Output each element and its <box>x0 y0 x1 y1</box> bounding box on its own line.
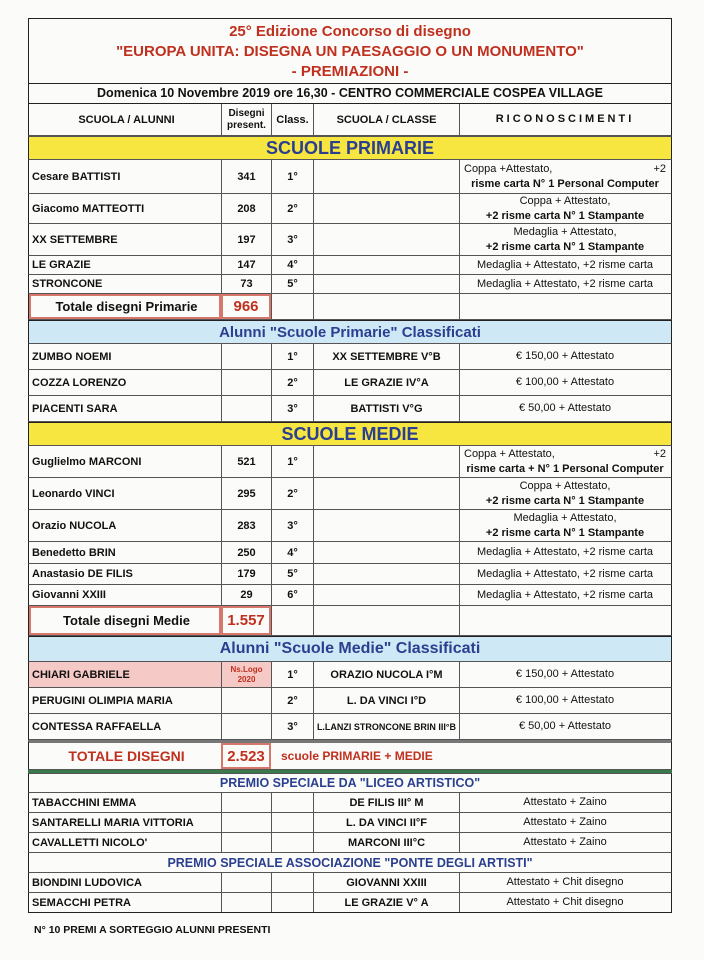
award-line: Coppa + Attestato, <box>519 479 611 492</box>
student-name: COZZA LORENZO <box>32 376 127 389</box>
middle-ranked-title: Alunni "Scuole Medie" Classificati <box>28 636 672 662</box>
place: 3° <box>271 714 313 739</box>
place: 2° <box>271 370 313 395</box>
empty-cell <box>271 833 313 852</box>
logo-note: Ns.Logo 2020 <box>221 662 271 687</box>
empty-cell <box>221 793 271 812</box>
school-name: Giovanni XXIII <box>32 589 106 601</box>
school-class <box>313 564 459 584</box>
school-class: DE FILIS III° M <box>313 793 459 812</box>
award: € 150,00 + Attestato <box>459 662 670 687</box>
school-name: Orazio NUCOLA <box>32 519 117 532</box>
school-class <box>313 275 459 293</box>
drawings-count: 208 <box>221 194 271 223</box>
award-line: +2 risme carta N° 1 Stampante <box>485 209 645 222</box>
middle-section-title: SCUOLE MEDIE <box>28 422 672 446</box>
empty-cell <box>459 606 670 635</box>
place: 1° <box>271 662 313 687</box>
award: Attestato + Zaino <box>459 793 670 812</box>
col-awards: RICONOSCIMENTI <box>459 104 670 135</box>
primary-section-title: SCUOLE PRIMARIE <box>28 136 672 160</box>
school-class: L. DA VINCI I°D <box>313 688 459 713</box>
empty-cell <box>313 294 459 319</box>
place: 4° <box>271 256 313 274</box>
award <box>459 224 670 255</box>
award: Attestato + Zaino <box>459 833 670 852</box>
empty-cell <box>221 873 271 892</box>
award: € 100,00 + Attestato <box>459 370 670 395</box>
place: 6° <box>271 585 313 605</box>
empty-cell <box>221 344 271 369</box>
table-row <box>28 893 672 913</box>
table-row <box>28 224 672 256</box>
drawings-count: 295 <box>221 478 271 509</box>
empty-cell <box>221 893 271 912</box>
column-header-row <box>28 104 672 136</box>
empty-cell <box>221 370 271 395</box>
primary-ranked-title: Alunni "Scuole Primarie" Classificati <box>28 320 672 344</box>
place: 1° <box>271 446 313 477</box>
award-line: Medaglia + Attestato, <box>513 225 617 238</box>
school-class: MARCONI III°C <box>313 833 459 852</box>
empty-cell <box>271 873 313 892</box>
school-name: Anastasio DE FILIS <box>32 568 133 580</box>
award: € 100,00 + Attestato <box>459 688 670 713</box>
school-class: GIOVANNI XXIII <box>313 873 459 892</box>
school-name: Benedetto BRIN <box>32 546 116 559</box>
award-line: Coppa +Attestato, <box>464 162 553 175</box>
award: Medaglia + Attestato, +2 risme carta <box>459 256 670 274</box>
school-class: XX SETTEMBRE V°B <box>313 344 459 369</box>
drawings-count: 29 <box>221 585 271 605</box>
place: 5° <box>271 564 313 584</box>
school-name: Cesare BATTISTI <box>32 170 121 183</box>
table-row <box>28 833 672 853</box>
school-class <box>313 194 459 223</box>
empty-cell <box>459 294 670 319</box>
student-name: BIONDINI LUDOVICA <box>32 876 142 889</box>
total-label: Totale disegni Primarie <box>29 294 221 319</box>
award: Medaglia + Attestato, +2 risme carta <box>459 585 670 605</box>
grand-total-value: 2.523 <box>221 743 271 769</box>
student-name: PERUGINI OLIMPIA MARIA <box>32 694 173 707</box>
results-sheet <box>28 18 672 913</box>
award-line: risme carta + N° 1 Personal Computer <box>466 462 664 475</box>
award: Attestato + Chit disegno <box>459 873 670 892</box>
student-name: ZUMBO NOEMI <box>32 350 112 363</box>
special-prize-2-title: PREMIO SPECIALE ASSOCIAZIONE "PONTE DEGLI ARTISTI" <box>28 853 672 873</box>
title-box <box>28 18 672 84</box>
award-line: Coppa + Attestato, <box>464 447 555 460</box>
award: € 50,00 + Attestato <box>459 396 670 421</box>
award: Medaglia + Attestato, +2 risme carta <box>459 542 670 563</box>
drawings-count: 73 <box>221 275 271 293</box>
empty-cell <box>271 793 313 812</box>
empty-cell <box>221 813 271 832</box>
school-class: LE GRAZIE V° A <box>313 893 459 912</box>
drawings-count: 341 <box>221 160 271 193</box>
table-row <box>28 370 672 396</box>
place: 5° <box>271 275 313 293</box>
award-line: +2 risme carta N° 1 Stampante <box>485 240 645 253</box>
school-name: STRONCONE <box>32 278 103 290</box>
award <box>459 478 670 509</box>
student-name: SEMACCHI PETRA <box>32 896 132 909</box>
award <box>459 510 670 541</box>
table-row <box>28 813 672 833</box>
school-name: Giacomo MATTEOTTI <box>32 202 145 215</box>
school-class: BATTISTI V°G <box>313 396 459 421</box>
drawings-count: 197 <box>221 224 271 255</box>
school-class <box>313 510 459 541</box>
table-row <box>28 446 672 478</box>
award: Attestato + Zaino <box>459 813 670 832</box>
table-row <box>28 396 672 422</box>
empty-cell <box>221 714 271 739</box>
school-name: Guglielmo MARCONI <box>32 455 142 468</box>
empty-cell <box>313 606 459 635</box>
col-school-students: SCUOLA / ALUNNI <box>78 113 175 126</box>
student-name: CONTESSA RAFFAELLA <box>32 720 162 733</box>
school-name: XX SETTEMBRE <box>32 233 118 246</box>
award-line: risme carta N° 1 Personal Computer <box>471 177 659 190</box>
edition-title: 25° Edizione Concorso di disegno <box>229 23 471 40</box>
school-class <box>313 542 459 563</box>
school-class: LE GRAZIE IV°A <box>313 370 459 395</box>
empty-cell <box>271 606 313 635</box>
school-class <box>313 160 459 193</box>
award <box>459 446 670 477</box>
place: 3° <box>271 510 313 541</box>
special-prize-1-title: PREMIO SPECIALE DA "LICEO ARTISTICO" <box>28 773 672 793</box>
table-row <box>28 662 672 688</box>
student-name: CHIARI GABRIELE <box>29 662 221 687</box>
empty-cell <box>221 833 271 852</box>
drawings-count: 283 <box>221 510 271 541</box>
school-class: L.LANZI STRONCONE BRIN III°B <box>313 714 459 739</box>
drawings-count: 521 <box>221 446 271 477</box>
table-row <box>28 542 672 564</box>
award: Medaglia + Attestato, +2 risme carta <box>459 275 670 293</box>
school-class <box>313 224 459 255</box>
table-row <box>28 160 672 194</box>
empty-cell <box>271 294 313 319</box>
grand-total-label: TOTALE DISEGNI <box>68 748 185 764</box>
place: 2° <box>271 194 313 223</box>
table-row <box>28 510 672 542</box>
drawings-count: 179 <box>221 564 271 584</box>
place: 1° <box>271 160 313 193</box>
table-row <box>28 688 672 714</box>
drawings-count: 147 <box>221 256 271 274</box>
raffle-note: N° 10 PREMI A SORTEGGIO ALUNNI PRESENTI <box>34 924 271 936</box>
empty-cell <box>221 688 271 713</box>
school-name: LE GRAZIE <box>32 259 91 271</box>
award: Medaglia + Attestato, +2 risme carta <box>459 564 670 584</box>
empty-cell <box>221 396 271 421</box>
award-line: +2 risme carta N° 1 Stampante <box>485 494 645 507</box>
total-value: 1.557 <box>221 606 271 635</box>
award: Attestato + Chit disegno <box>459 893 670 912</box>
student-name: PIACENTI SARA <box>32 402 118 415</box>
drawings-count: 250 <box>221 542 271 563</box>
student-name: TABACCHINI EMMA <box>32 796 137 809</box>
table-row <box>28 256 672 275</box>
table-row <box>28 793 672 813</box>
place: 3° <box>271 224 313 255</box>
school-class: ORAZIO NUCOLA I°M <box>313 662 459 687</box>
total-value: 966 <box>221 294 271 319</box>
award <box>459 160 670 193</box>
place: 4° <box>271 542 313 563</box>
grand-total-row <box>28 740 672 770</box>
school-class <box>313 478 459 509</box>
col-drawings: Disegni present. <box>221 104 271 135</box>
awards-subtitle: - PREMIAZIONI - <box>291 63 409 80</box>
award-line: Medaglia + Attestato, <box>513 511 617 524</box>
table-row <box>28 564 672 585</box>
total-label: Totale disegni Medie <box>29 606 221 635</box>
contest-theme: "EUROPA UNITA: DISEGNA UN PAESAGGIO O UN MONUMENTO" <box>116 43 584 60</box>
award-line: Coppa + Attestato, <box>519 194 611 207</box>
award: € 150,00 + Attestato <box>459 344 670 369</box>
table-row <box>28 714 672 740</box>
empty-cell <box>271 813 313 832</box>
middle-total-row <box>28 606 672 636</box>
award <box>459 194 670 223</box>
school-class <box>313 446 459 477</box>
school-class: L. DA VINCI II°F <box>313 813 459 832</box>
place: 2° <box>271 688 313 713</box>
table-row <box>28 585 672 606</box>
place: 1° <box>271 344 313 369</box>
primary-total-row <box>28 294 672 320</box>
award-line: +2 <box>653 447 666 460</box>
table-row <box>28 478 672 510</box>
school-class <box>313 256 459 274</box>
award: € 50,00 + Attestato <box>459 714 670 739</box>
empty-cell <box>271 893 313 912</box>
col-school-class: SCUOLA / CLASSE <box>313 104 459 135</box>
place: 3° <box>271 396 313 421</box>
grand-total-note: scuole PRIMARIE + MEDIE <box>281 749 433 763</box>
school-class <box>313 585 459 605</box>
event-date: Domenica 10 Novembre 2019 ore 16,30 - CENTRO COMMERCIALE COSPEA VILLAGE <box>28 84 672 104</box>
table-row <box>28 194 672 224</box>
place: 2° <box>271 478 313 509</box>
student-name: SANTARELLI MARIA VITTORIA <box>32 816 194 829</box>
table-row <box>28 344 672 370</box>
table-row <box>28 873 672 893</box>
award-line: +2 risme carta N° 1 Stampante <box>485 526 645 539</box>
col-class: Class. <box>271 104 313 135</box>
student-name: CAVALLETTI NICOLO' <box>32 836 148 849</box>
table-row <box>28 275 672 294</box>
school-name: Leonardo VINCI <box>32 487 115 500</box>
award-line: +2 <box>653 162 666 175</box>
